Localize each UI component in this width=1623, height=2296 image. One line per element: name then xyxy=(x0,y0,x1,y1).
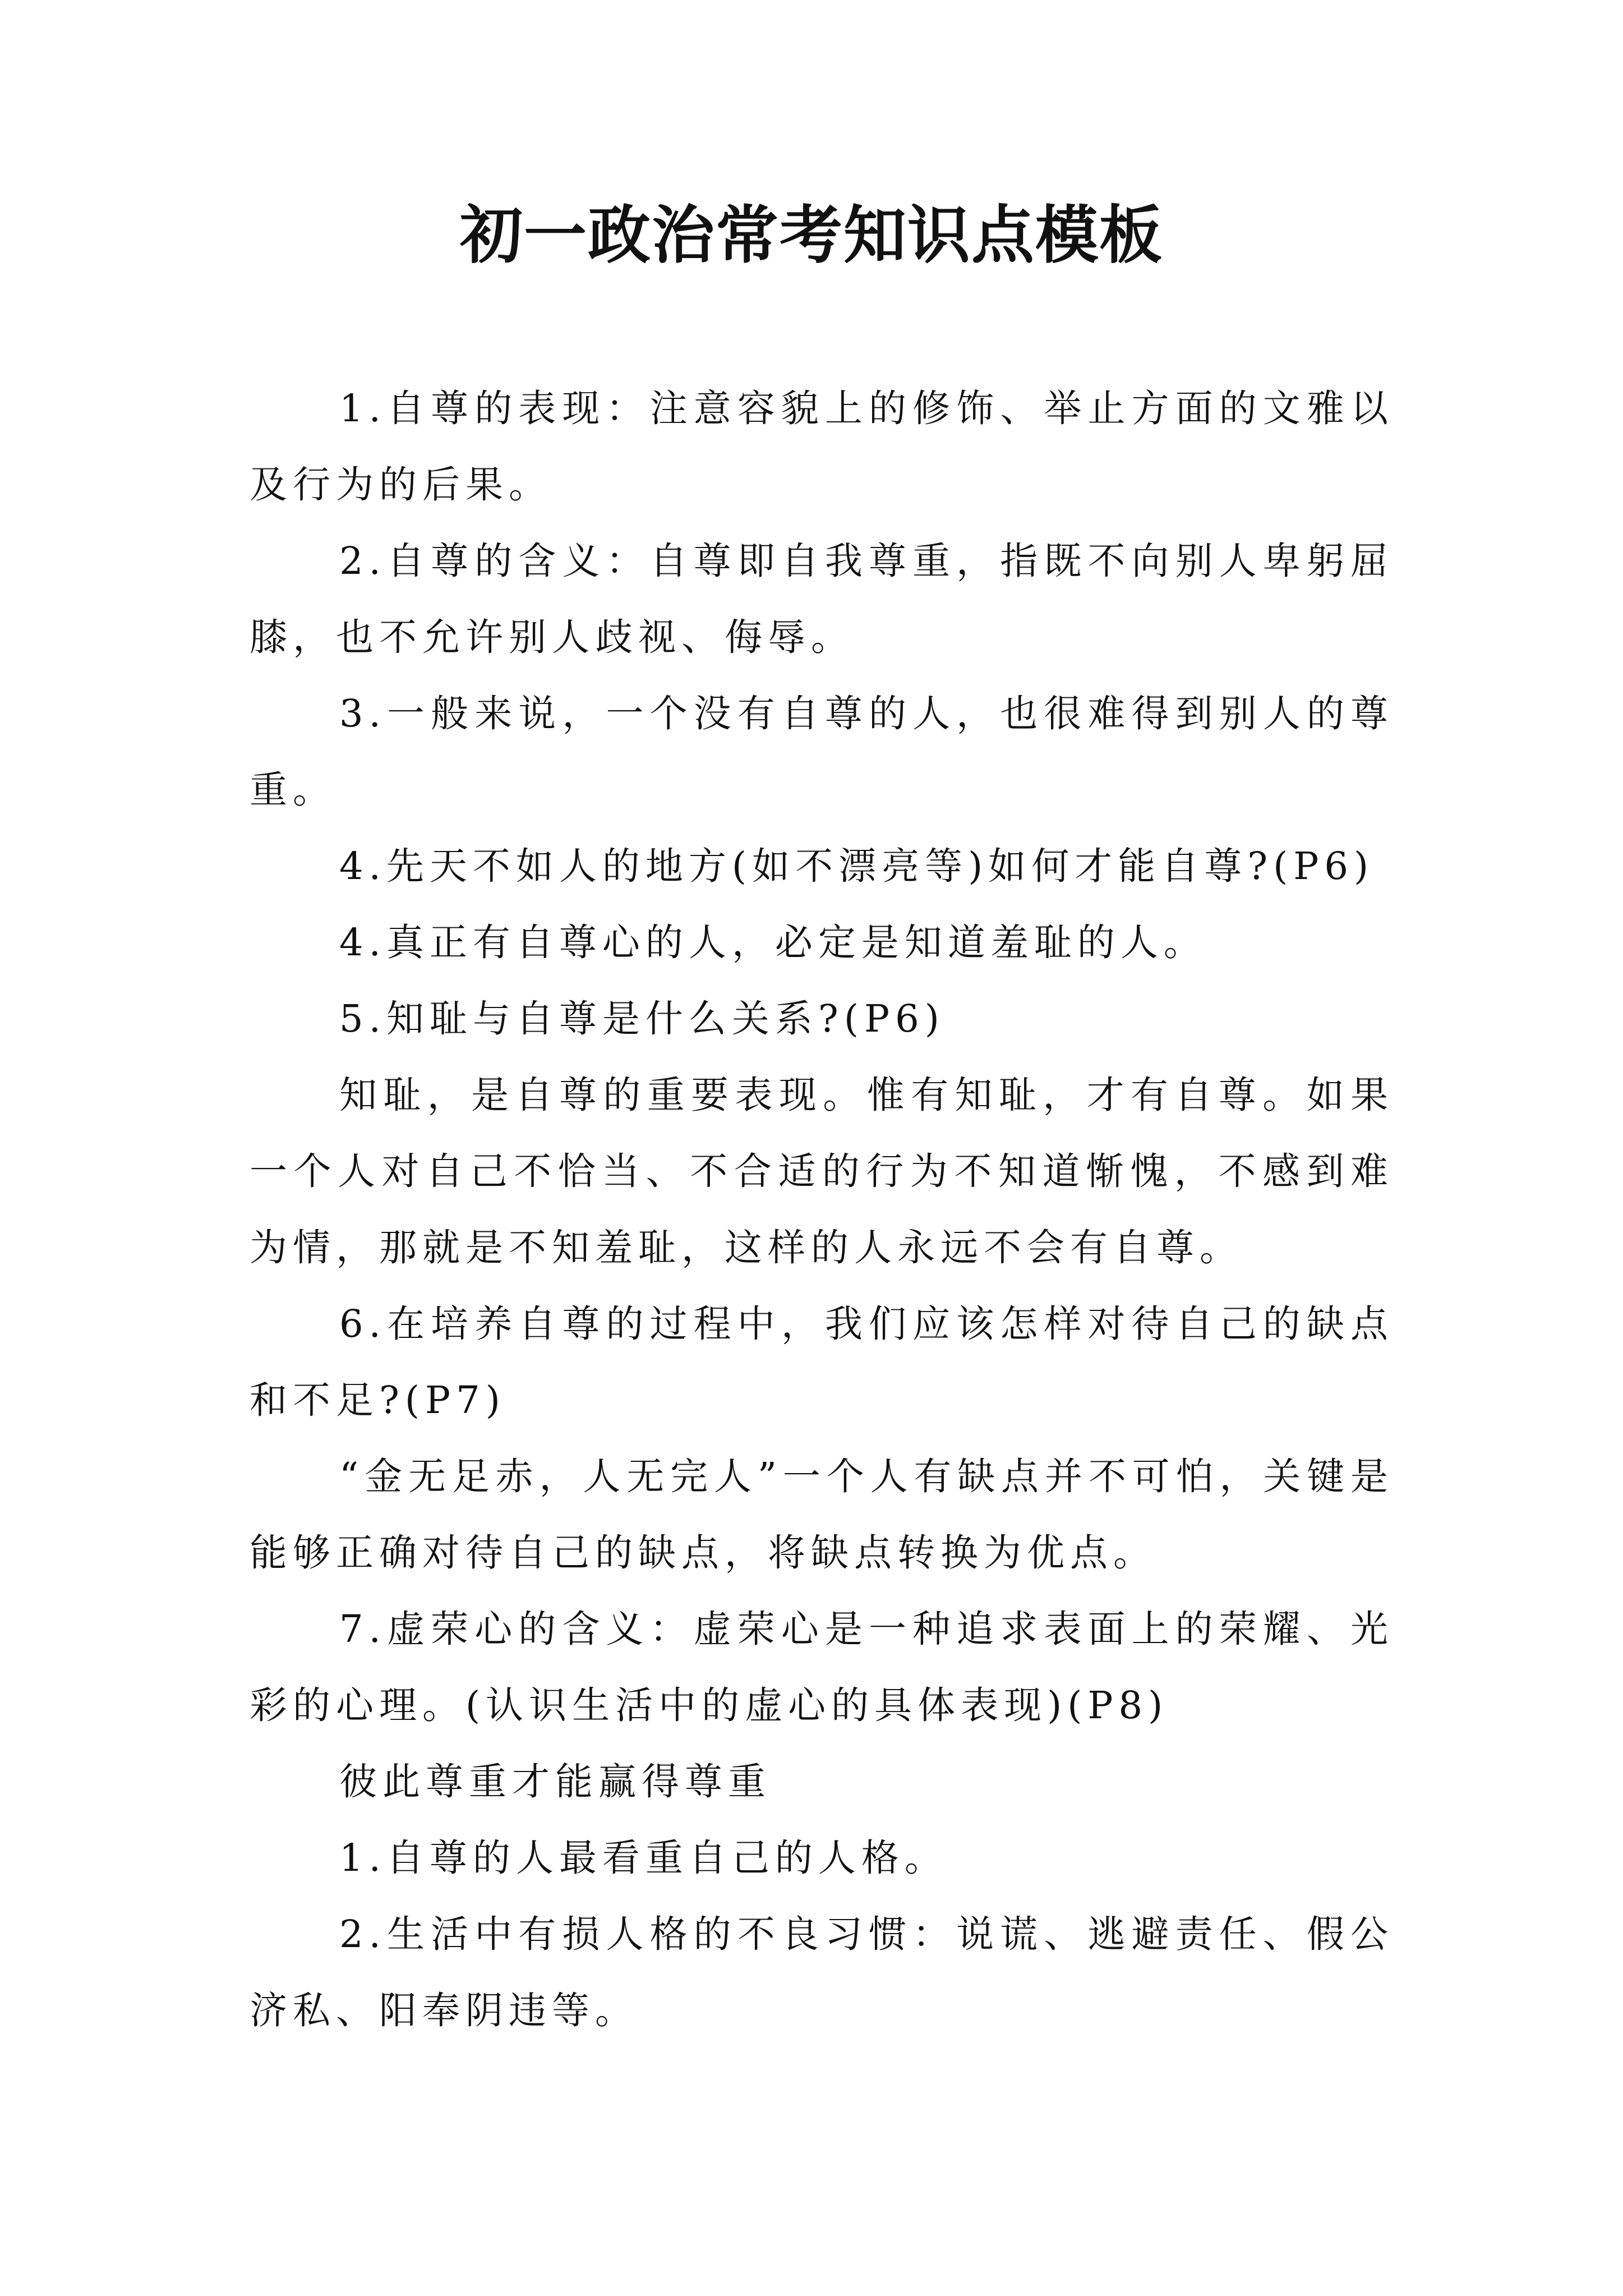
paragraph-6: 5.知耻与自尊是什么关系?(P6) xyxy=(339,997,945,1041)
paragraph-12: 1.自尊的人最看重自己的人格。 xyxy=(339,1836,948,1880)
document-body xyxy=(250,370,1394,2049)
paragraph-8: 6.在培养自尊的过程中，我们应该怎样对待自己的缺点和不足?(P7) xyxy=(250,1302,1394,1422)
paragraph-13: 2.生活中有损人格的不良习惯：说谎、逃避责任、假公济私、阳奉阴违等。 xyxy=(250,1912,1394,2032)
paragraph-3: 3.一般来说，一个没有自尊的人，也很难得到别人的尊重。 xyxy=(250,692,1394,812)
document-title: 初一政治常考知识点模板 xyxy=(460,199,1163,272)
paragraph-9: “金无足赤，人无完人”一个人有缺点并不可怕，关键是能够正确对待自己的缺点，将缺点转换为优点。 xyxy=(250,1455,1394,1575)
paragraph-4: 4.先天不如人的地方(如不漂亮等)如何才能自尊?(P6) xyxy=(339,844,1375,888)
paragraph-1: 1.自尊的表现：注意容貌上的修饰、举止方面的文雅以及行为的后果。 xyxy=(250,386,1394,507)
paragraph-5: 4.真正有自尊心的人，必定是知道羞耻的人。 xyxy=(339,921,1207,964)
paragraph-2: 2.自尊的含义：自尊即自我尊重，指既不向别人卑躬屈膝，也不允许别人歧视、侮辱。 xyxy=(250,539,1394,659)
paragraph-7: 知耻，是自尊的重要表现。惟有知耻，才有自尊。如果一个人对自己不恰当、不合适的行为不知道惭愧，不感到难为情，那就是不知羞耻，这样的人永远不会有自尊。 xyxy=(250,1073,1394,1269)
paragraph-10: 7.虚荣心的含义：虚荣心是一种追求表面上的荣耀、光彩的心理。(认识生活中的虚心的具体表现)(P8) xyxy=(250,1607,1394,1727)
section-heading: 彼此尊重才能赢得尊重 xyxy=(339,1760,771,1803)
